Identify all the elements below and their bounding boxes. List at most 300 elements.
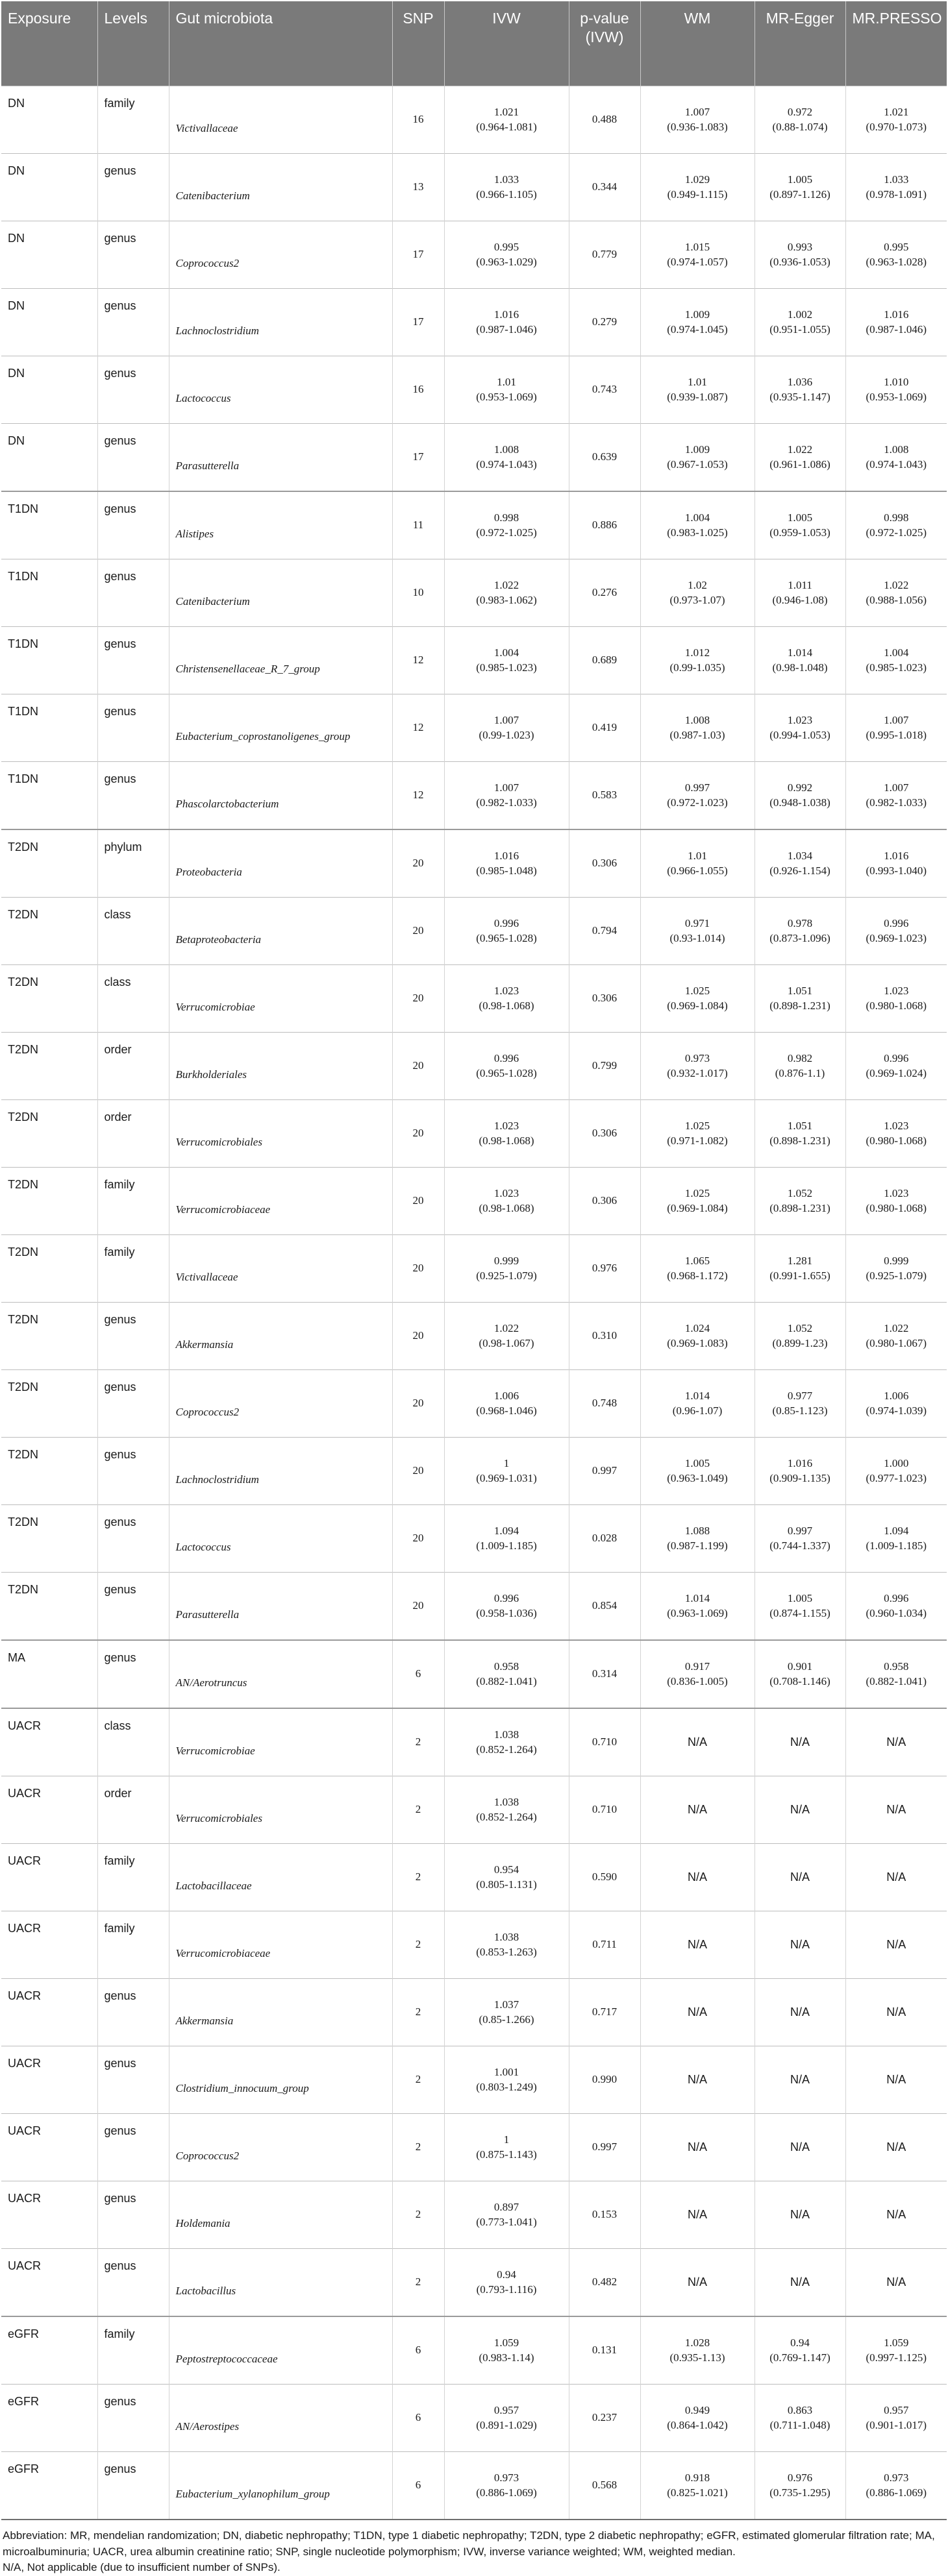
cell-mr-presso-ci: (0.980-1.067): [866, 1336, 927, 1349]
cell-ivw: [444, 1708, 569, 1776]
cell-snp: 10: [392, 559, 444, 627]
cell-mr-presso: [845, 491, 947, 559]
cell-ivw-estimate: 1.059: [493, 2336, 519, 2349]
cell-snp: 12: [392, 762, 444, 830]
cell-exposure: T1DN: [1, 762, 97, 830]
cell-p-value: 0.568: [569, 2452, 640, 2520]
table-row: [1, 86, 947, 154]
cell-snp: 20: [392, 898, 444, 965]
cell-ivw-ci: (0.965-1.028): [476, 1066, 537, 1079]
cell-level: order: [97, 1100, 169, 1168]
header-snp: SNP: [392, 1, 444, 86]
cell-p-value: 0.748: [569, 1370, 640, 1438]
table-row: [1, 1303, 947, 1370]
table-footnote: [1, 2520, 947, 2576]
cell-ivw-ci: (0.98-1.068): [479, 1201, 534, 1214]
cell-snp: 17: [392, 289, 444, 356]
cell-ivw: [444, 694, 569, 762]
cell-p-value: 0.710: [569, 1708, 640, 1776]
cell-wm-ci: (0.987-1.03): [669, 728, 725, 741]
cell-mr-egger: [755, 2385, 845, 2452]
cell-ivw-ci: (0.805-1.131): [476, 1878, 537, 1891]
cell-wm-ci: (0.972-1.023): [667, 796, 728, 809]
cell-exposure: DN: [1, 86, 97, 154]
table-row: [1, 627, 947, 694]
cell-p-value: 0.306: [569, 829, 640, 898]
cell-exposure: T1DN: [1, 694, 97, 762]
cell-level: genus: [97, 1370, 169, 1438]
cell-wm: [640, 559, 755, 627]
cell-gut-microbiota: Eubacterium_coprostanoligenes_group: [169, 694, 392, 762]
cell-mr-presso: [845, 2385, 947, 2452]
cell-level: genus: [97, 1438, 169, 1505]
cell-mr-presso-ci: (0.985-1.023): [866, 661, 927, 674]
cell-mr-presso-estimate: 1.023: [884, 1119, 909, 1132]
cell-mr-egger-ci: (0.769-1.147): [769, 2351, 830, 2364]
cell-wm: [640, 898, 755, 965]
cell-ivw-estimate: 1: [503, 2133, 510, 2146]
cell-ivw-estimate: 1.021: [493, 105, 519, 118]
cell-gut-microbiota: Coprococcus2: [169, 221, 392, 289]
cell-gut-microbiota: Holdemania: [169, 2181, 392, 2249]
cell-ivw-estimate: 1.038: [493, 1728, 519, 1741]
cell-wm-estimate: 1.02: [688, 578, 707, 591]
cell-mr-egger-estimate: 1.051: [787, 984, 813, 997]
cell-gut-microbiota: Proteobacteria: [169, 829, 392, 898]
cell-mr-egger-ci: (0.735-1.295): [769, 2486, 830, 2499]
cell-mr-presso: [845, 86, 947, 154]
table-row: [1, 154, 947, 221]
cell-mr-egger-ci: (0.948-1.038): [769, 796, 830, 809]
cell-mr-presso: [845, 289, 947, 356]
cell-exposure: MA: [1, 1640, 97, 1708]
cell-gut-microbiota: Verrucomicrobiaceae: [169, 1168, 392, 1235]
cell-ivw-ci: (0.98-1.068): [479, 1134, 534, 1147]
cell-mr-presso-estimate: 1.016: [884, 308, 909, 321]
cell-mr-egger-estimate: 1.023: [787, 713, 813, 726]
cell-snp: 12: [392, 694, 444, 762]
cell-snp: 17: [392, 424, 444, 492]
cell-ivw-ci: (1.009-1.185): [476, 1539, 537, 1552]
cell-mr-presso-ci: (0.980-1.068): [866, 1201, 927, 1214]
cell-ivw: [444, 491, 569, 559]
cell-wm-estimate: 1.012: [684, 646, 710, 659]
cell-mr-egger-estimate: 1.281: [787, 1254, 813, 1267]
cell-mr-presso-estimate: 0.957: [884, 2403, 909, 2416]
cell-mr-egger: [755, 965, 845, 1033]
cell-mr-presso: [845, 762, 947, 830]
cell-mr-egger-estimate: 0.976: [787, 2471, 813, 2484]
cell-mr-presso-estimate: 0.995: [884, 240, 909, 253]
cell-ivw: [444, 1303, 569, 1370]
cell-wm: [640, 356, 755, 424]
cell-level: phylum: [97, 829, 169, 898]
cell-mr-presso: [845, 356, 947, 424]
cell-ivw: [444, 424, 569, 492]
cell-ivw-ci: (0.803-1.249): [476, 2080, 537, 2093]
cell-mr-egger-ci: (0.935-1.147): [769, 390, 830, 403]
cell-mr-presso-estimate: 1.016: [884, 849, 909, 862]
header-mr-presso: MR.PRESSO: [845, 1, 947, 86]
cell-ivw: [444, 154, 569, 221]
cell-ivw: [444, 1370, 569, 1438]
cell-mr-egger: [755, 1235, 845, 1303]
cell-exposure: T2DN: [1, 898, 97, 965]
cell-gut-microbiota: Peptostreptococcaceae: [169, 2316, 392, 2385]
cell-wm-estimate: 1.015: [684, 240, 710, 253]
cell-mr-egger-ci: (0.899-1.23): [772, 1336, 828, 1349]
cell-ivw-estimate: 1.016: [493, 308, 519, 321]
cell-ivw-estimate: 1.038: [493, 1930, 519, 1943]
results-table-figure: [1, 1, 947, 2576]
cell-ivw-estimate: 1.007: [493, 713, 519, 726]
cell-wm-ci: (0.96-1.07): [672, 1404, 723, 1417]
cell-level: family: [97, 2316, 169, 2385]
cell-ivw-estimate: 1.022: [493, 1321, 519, 1334]
cell-wm-estimate: 1.009: [684, 443, 710, 456]
cell-snp: 20: [392, 1505, 444, 1573]
cell-wm-ci: (0.971-1.082): [667, 1134, 728, 1147]
cell-exposure: DN: [1, 289, 97, 356]
cell-snp: 6: [392, 1640, 444, 1708]
cell-mr-egger: [755, 1168, 845, 1235]
cell-gut-microbiota: Verrucomicrobiales: [169, 1776, 392, 1844]
cell-level: genus: [97, 221, 169, 289]
cell-wm-ci: (0.949-1.115): [667, 188, 728, 201]
cell-ivw-ci: (0.925-1.079): [476, 1269, 537, 1282]
cell-wm-estimate: 1.025: [684, 1186, 710, 1199]
cell-exposure: UACR: [1, 2249, 97, 2317]
cell-wm: [640, 694, 755, 762]
cell-mr-egger: N/A: [755, 1911, 845, 1979]
cell-mr-presso: N/A: [845, 1844, 947, 1911]
cell-ivw-estimate: 0.94: [497, 2268, 516, 2281]
cell-mr-presso: N/A: [845, 2181, 947, 2249]
cell-mr-presso-ci: (0.969-1.023): [866, 931, 927, 944]
table-row: [1, 2385, 947, 2452]
cell-gut-microbiota: Parasutterella: [169, 1573, 392, 1641]
cell-wm: N/A: [640, 1776, 755, 1844]
cell-ivw-estimate: 0.954: [493, 1863, 519, 1876]
cell-mr-presso: [845, 1033, 947, 1100]
cell-mr-egger-estimate: 1.016: [787, 1456, 813, 1469]
cell-level: genus: [97, 2385, 169, 2452]
cell-mr-egger: [755, 356, 845, 424]
cell-p-value: 0.639: [569, 424, 640, 492]
cell-ivw-ci: (0.891-1.029): [476, 2418, 537, 2431]
cell-ivw-estimate: 0.995: [493, 240, 519, 253]
cell-mr-egger-estimate: 1.036: [787, 375, 813, 388]
cell-mr-presso-estimate: 1.022: [884, 578, 909, 591]
cell-mr-egger: [755, 491, 845, 559]
cell-mr-presso: N/A: [845, 1979, 947, 2046]
cell-mr-presso: [845, 1438, 947, 1505]
cell-mr-egger-ci: (0.85-1.123): [772, 1404, 828, 1417]
cell-ivw: [444, 627, 569, 694]
cell-wm-estimate: 1.088: [684, 1524, 710, 1537]
cell-mr-presso: N/A: [845, 2046, 947, 2114]
cell-ivw-estimate: 0.897: [493, 2200, 519, 2213]
cell-ivw-estimate: 1.008: [493, 443, 519, 456]
cell-ivw: [444, 1979, 569, 2046]
cell-wm-ci: (0.963-1.069): [667, 1606, 728, 1619]
cell-ivw-estimate: 1.094: [493, 1524, 519, 1537]
cell-snp: 20: [392, 829, 444, 898]
cell-ivw-ci: (0.85-1.266): [479, 2013, 534, 2026]
cell-mr-egger: N/A: [755, 2114, 845, 2181]
cell-wm-ci: (0.969-1.084): [667, 999, 728, 1012]
cell-snp: 20: [392, 1303, 444, 1370]
cell-exposure: T2DN: [1, 1438, 97, 1505]
cell-mr-egger-estimate: 1.051: [787, 1119, 813, 1132]
cell-gut-microbiota: Coprococcus2: [169, 2114, 392, 2181]
cell-wm: [640, 1033, 755, 1100]
cell-mr-egger-estimate: 1.011: [788, 578, 812, 591]
cell-p-value: 0.997: [569, 2114, 640, 2181]
cell-gut-microbiota: Catenibacterium: [169, 559, 392, 627]
cell-ivw-estimate: 1.023: [493, 1186, 519, 1199]
cell-mr-egger-ci: (0.744-1.337): [769, 1539, 830, 1552]
cell-mr-egger: N/A: [755, 1776, 845, 1844]
cell-wm-ci: (0.974-1.045): [667, 323, 728, 336]
cell-mr-egger: [755, 2316, 845, 2385]
cell-gut-microbiota: Burkholderiales: [169, 1033, 392, 1100]
table-row: [1, 491, 947, 559]
cell-mr-presso-estimate: 0.998: [884, 511, 909, 524]
cell-mr-presso-ci: (1.009-1.185): [866, 1539, 927, 1552]
cell-wm: [640, 154, 755, 221]
cell-wm: [640, 1100, 755, 1168]
cell-ivw-estimate: 1.038: [493, 1795, 519, 1808]
cell-p-value: 0.743: [569, 356, 640, 424]
cell-ivw-estimate: 0.996: [493, 1051, 519, 1064]
table-row: [1, 356, 947, 424]
cell-ivw: [444, 2316, 569, 2385]
cell-wm: [640, 86, 755, 154]
cell-mr-presso-estimate: 0.996: [884, 1051, 909, 1064]
cell-wm-estimate: 1.014: [684, 1389, 710, 1402]
cell-level: order: [97, 1033, 169, 1100]
cell-gut-microbiota: Victivallaceae: [169, 1235, 392, 1303]
cell-mr-presso: [845, 559, 947, 627]
cell-ivw: [444, 289, 569, 356]
cell-wm-estimate: 1.01: [688, 849, 707, 862]
cell-wm-ci: (0.974-1.057): [667, 255, 728, 268]
cell-ivw: [444, 1573, 569, 1641]
cell-wm-estimate: 0.917: [684, 1660, 710, 1673]
cell-mr-egger-estimate: 0.978: [787, 916, 813, 929]
cell-ivw: [444, 1505, 569, 1573]
cell-wm-estimate: 0.997: [684, 781, 710, 794]
cell-mr-egger: N/A: [755, 1844, 845, 1911]
cell-mr-egger: [755, 627, 845, 694]
cell-wm-ci: (0.983-1.025): [667, 526, 728, 539]
cell-snp: 20: [392, 1235, 444, 1303]
cell-wm: [640, 965, 755, 1033]
cell-mr-presso-ci: (0.963-1.028): [866, 255, 927, 268]
cell-mr-egger: [755, 86, 845, 154]
cell-exposure: DN: [1, 424, 97, 492]
cell-exposure: DN: [1, 154, 97, 221]
cell-p-value: 0.419: [569, 694, 640, 762]
cell-ivw-estimate: 0.973: [493, 2471, 519, 2484]
cell-wm-ci: (0.99-1.035): [669, 661, 725, 674]
cell-mr-egger-estimate: 0.997: [787, 1524, 813, 1537]
cell-gut-microbiota: Verrucomicrobiaceae: [169, 1911, 392, 1979]
cell-mr-presso: [845, 2452, 947, 2520]
cell-snp: 13: [392, 154, 444, 221]
cell-mr-egger: [755, 1033, 845, 1100]
cell-ivw-estimate: 0.998: [493, 511, 519, 524]
table-row: [1, 1100, 947, 1168]
cell-exposure: UACR: [1, 1911, 97, 1979]
cell-wm: [640, 1168, 755, 1235]
cell-snp: 20: [392, 1370, 444, 1438]
cell-gut-microbiota: Lactococcus: [169, 1505, 392, 1573]
cell-exposure: T2DN: [1, 1033, 97, 1100]
cell-mr-egger-ci: (0.936-1.053): [769, 255, 830, 268]
table-row: [1, 1979, 947, 2046]
cell-exposure: UACR: [1, 1979, 97, 2046]
cell-exposure: UACR: [1, 2181, 97, 2249]
cell-wm-ci: (0.825-1.021): [667, 2486, 728, 2499]
table-row: [1, 1438, 947, 1505]
cell-level: genus: [97, 762, 169, 830]
cell-mr-egger-estimate: 1.005: [787, 511, 813, 524]
cell-mr-presso-estimate: 1.010: [884, 375, 909, 388]
cell-exposure: T2DN: [1, 1505, 97, 1573]
cell-gut-microbiota: AN/Aerotruncus: [169, 1640, 392, 1708]
cell-wm-estimate: 0.949: [684, 2403, 710, 2416]
cell-p-value: 0.583: [569, 762, 640, 830]
cell-mr-egger-ci: (0.898-1.231): [769, 1201, 830, 1214]
header-p-value: p-value (IVW): [569, 1, 640, 86]
cell-mr-presso-estimate: 1.023: [884, 1186, 909, 1199]
cell-exposure: T1DN: [1, 627, 97, 694]
cell-mr-presso-estimate: 1.021: [884, 105, 909, 118]
cell-wm: [640, 289, 755, 356]
cell-mr-presso-estimate: 0.996: [884, 1591, 909, 1604]
cell-ivw: [444, 86, 569, 154]
cell-wm: N/A: [640, 1911, 755, 1979]
cell-mr-presso: [845, 1573, 947, 1641]
cell-ivw: [444, 898, 569, 965]
cell-mr-presso: [845, 627, 947, 694]
cell-mr-egger-ci: (0.959-1.053): [769, 526, 830, 539]
results-table: [1, 1, 947, 2520]
cell-snp: 2: [392, 1776, 444, 1844]
cell-wm: [640, 627, 755, 694]
cell-snp: 12: [392, 627, 444, 694]
cell-gut-microbiota: Verrucomicrobiae: [169, 1708, 392, 1776]
table-row: [1, 829, 947, 898]
cell-wm: N/A: [640, 1708, 755, 1776]
cell-p-value: 0.717: [569, 1979, 640, 2046]
cell-mr-egger: [755, 1303, 845, 1370]
cell-ivw-ci: (0.982-1.033): [476, 796, 537, 809]
cell-exposure: UACR: [1, 2114, 97, 2181]
cell-level: genus: [97, 356, 169, 424]
cell-level: family: [97, 1911, 169, 1979]
cell-level: genus: [97, 1979, 169, 2046]
cell-mr-presso-ci: (0.969-1.024): [866, 1066, 927, 1079]
cell-ivw: [444, 1100, 569, 1168]
cell-mr-egger: [755, 1438, 845, 1505]
cell-mr-presso-ci: (0.972-1.025): [866, 526, 927, 539]
cell-level: genus: [97, 694, 169, 762]
cell-level: genus: [97, 2046, 169, 2114]
cell-exposure: T2DN: [1, 1370, 97, 1438]
cell-mr-egger-estimate: 1.052: [787, 1186, 813, 1199]
cell-ivw: [444, 2046, 569, 2114]
cell-snp: 20: [392, 965, 444, 1033]
cell-ivw: [444, 2181, 569, 2249]
cell-ivw: [444, 221, 569, 289]
cell-wm: [640, 2385, 755, 2452]
cell-mr-egger-estimate: 0.992: [787, 781, 813, 794]
cell-gut-microbiota: AN/Aerostipes: [169, 2385, 392, 2452]
cell-ivw-ci: (0.985-1.023): [476, 661, 537, 674]
table-body: [1, 86, 947, 2520]
cell-wm-estimate: 1.008: [684, 713, 710, 726]
cell-wm-estimate: 0.973: [684, 1051, 710, 1064]
cell-ivw-ci: (0.985-1.048): [476, 864, 537, 877]
cell-snp: 2: [392, 2046, 444, 2114]
cell-mr-presso-estimate: 0.973: [884, 2471, 909, 2484]
cell-level: order: [97, 1776, 169, 1844]
cell-mr-presso-ci: (0.978-1.091): [866, 188, 927, 201]
cell-snp: 6: [392, 2385, 444, 2452]
cell-p-value: 0.279: [569, 289, 640, 356]
cell-mr-presso-ci: (0.882-1.041): [866, 1674, 927, 1687]
cell-wm: N/A: [640, 2249, 755, 2317]
cell-snp: 20: [392, 1438, 444, 1505]
cell-ivw-ci: (0.875-1.143): [476, 2148, 537, 2161]
cell-wm: [640, 1303, 755, 1370]
cell-p-value: 0.306: [569, 1100, 640, 1168]
cell-wm-ci: (0.973-1.07): [669, 593, 725, 606]
cell-p-value: 0.314: [569, 1640, 640, 1708]
cell-wm-estimate: 1.065: [684, 1254, 710, 1267]
cell-wm-estimate: 1.01: [688, 375, 707, 388]
cell-wm-estimate: 1.025: [684, 1119, 710, 1132]
cell-gut-microbiota: Victivallaceae: [169, 86, 392, 154]
cell-mr-presso-estimate: 1.033: [884, 173, 909, 186]
cell-wm: [640, 1573, 755, 1641]
header-wm: WM: [640, 1, 755, 86]
cell-p-value: 0.131: [569, 2316, 640, 2385]
table-row: [1, 1370, 947, 1438]
cell-exposure: T2DN: [1, 965, 97, 1033]
cell-exposure: DN: [1, 221, 97, 289]
cell-wm-ci: (0.966-1.055): [667, 864, 728, 877]
cell-mr-presso-estimate: 1.023: [884, 984, 909, 997]
cell-exposure: UACR: [1, 1844, 97, 1911]
cell-gut-microbiota: Christensenellaceae_R_7_group: [169, 627, 392, 694]
cell-mr-presso-estimate: 1.059: [884, 2336, 909, 2349]
cell-ivw-ci: (0.98-1.067): [479, 1336, 534, 1349]
cell-wm: [640, 1235, 755, 1303]
cell-ivw: [444, 356, 569, 424]
cell-mr-presso-ci: (0.987-1.046): [866, 323, 927, 336]
cell-level: genus: [97, 2114, 169, 2181]
table-row: [1, 559, 947, 627]
table-row: [1, 2181, 947, 2249]
cell-exposure: T1DN: [1, 491, 97, 559]
cell-mr-egger: N/A: [755, 2249, 845, 2317]
cell-mr-presso-estimate: 1.007: [884, 713, 909, 726]
cell-ivw-estimate: 1: [503, 1456, 510, 1469]
